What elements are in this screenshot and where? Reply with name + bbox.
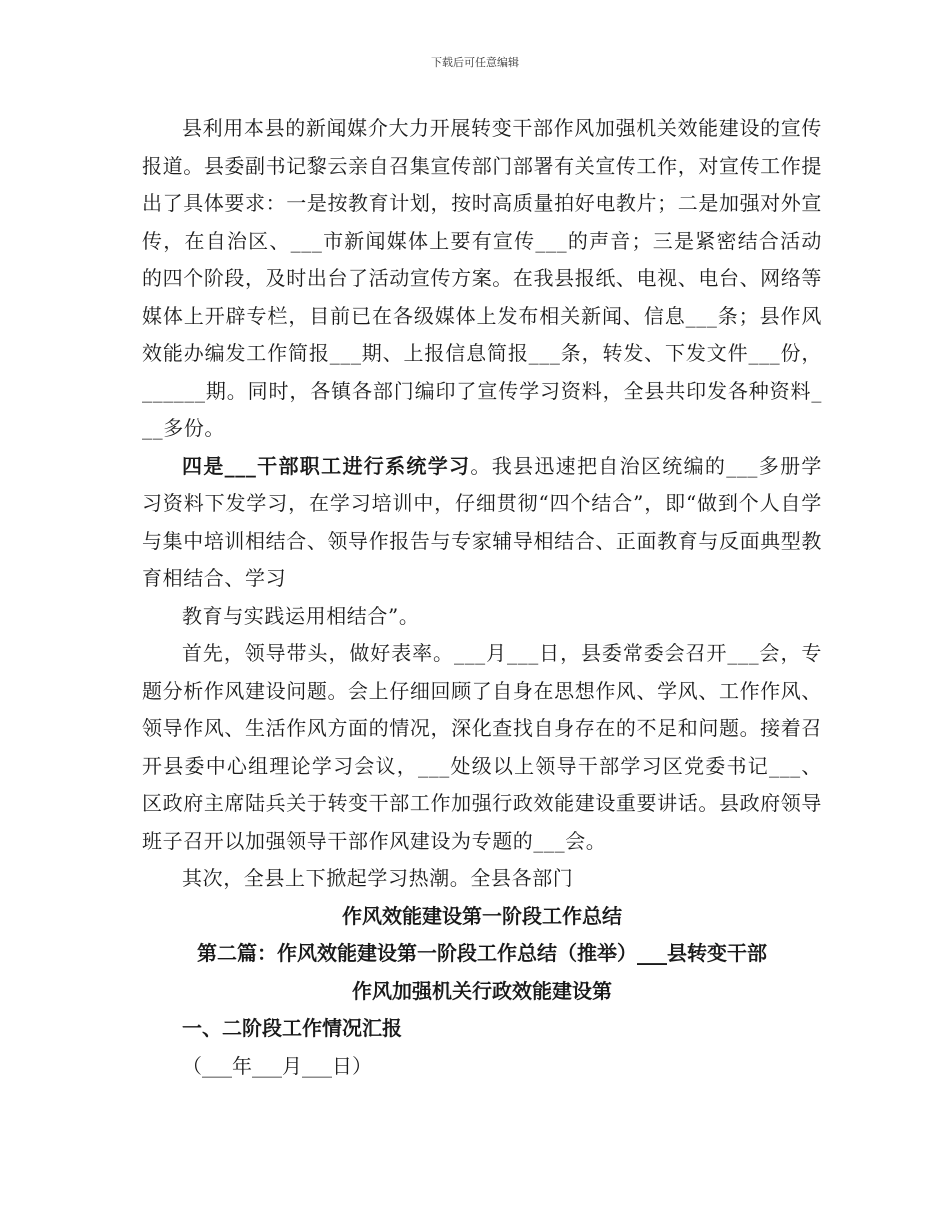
page-header: 下载后可任意编辑 — [431, 56, 519, 69]
paragraph-2-lead: 四是___干部职工进行系统学习 — [182, 453, 471, 478]
section-title-1: 作风效能建设第一阶段工作总结 — [342, 903, 622, 928]
paragraph-4: 首先，领导带头，做好表率。___月___日，县委常委会召开___会，专题分析作风建设问题。会上仔细回顾了自身在思想作风、学风、工作作风、领导作风、生活作风方面的情况，深化查找自身存在的不足和问题。接着召开县委中心组理论学习会议，___处级以上领导干部学习区党委书记___、区政府主席陆兵关于转变干部工作加强行政效能建设重要讲话。县政府领导班子召开以加强领导干部作风建设为专题的___会。 — [142, 641, 822, 853]
section-heading: 一、二阶段工作情况汇报 — [182, 1016, 402, 1040]
section-title-2-line-2: 作风加强机关行政效能建设第 — [352, 978, 612, 1003]
paragraph-2 — [142, 448, 822, 598]
paragraph-2-rest: 。我县迅速把自治区统编的___多册学习资料下发学习，在学习培训中，仔细贯彻“四个结合”，即“做到个人自学与集中培训相结合、领导作报告与专家辅导相结合、正面教育与反面典型教育相结合、学习 — [142, 453, 822, 590]
paragraph-3: 教育与实践运用相结合”。 — [182, 603, 420, 628]
paragraph-5: 其次，全县上下掀起学习热潮。全县各部门 — [182, 866, 574, 890]
date-line: （___年___月___日） — [182, 1053, 372, 1078]
document-body — [142, 110, 822, 1085]
paragraph-1: 县利用本县的新闻媒介大力开展转变干部作风加强机关效能建设的宣传报道。县委副书记黎云亲自召集宣传部门部署有关宣传工作，对宣传工作提出了具体要求：一是按教育计划，按时高质量拍好电教片；二是加强对外宣传，在自治区、___市新闻媒体上要有宣传___的声音；三是紧密结合活动的四个阶段，及时出台了活动宣传方案。在我县报纸、电视、电台、网络等媒体上开辟专栏，目前已在各级媒体上发布相关新闻、信息___条；县作风效能办编发工作简报___期、上报信息简报___条，转发、下发文件___份，______期。同时，各镇各部门编印了宣传学习资料，全县共印发各种资料___多份。 — [142, 116, 822, 440]
section-title-2-line-1: 第二篇：作风效能建设第一阶段工作总结（推举）___县转变干部 — [197, 941, 767, 965]
